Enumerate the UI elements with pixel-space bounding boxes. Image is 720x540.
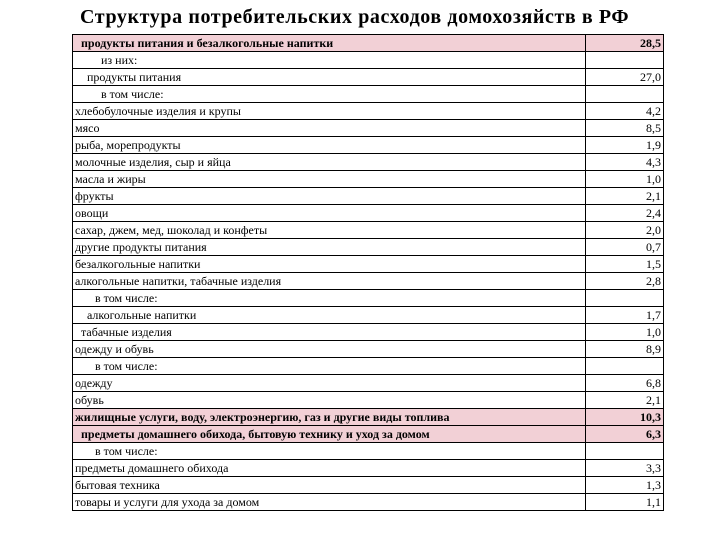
row-label: жилищные услуги, воду, электроэнергию, газ и другие виды топлива [73,409,586,426]
row-label: в том числе: [73,290,586,307]
table-row [73,171,664,188]
row-value: 27,0 [586,69,664,86]
row-value: 3,3 [586,460,664,477]
row-label: в том числе: [73,86,586,103]
row-value [586,358,664,375]
row-value [586,443,664,460]
row-value: 6,8 [586,375,664,392]
table-row [73,239,664,256]
row-value [586,290,664,307]
row-value: 4,3 [586,154,664,171]
table-row [73,324,664,341]
table-row [73,52,664,69]
table-row [73,460,664,477]
table-row [73,86,664,103]
row-value: 28,5 [586,35,664,52]
row-value: 2,8 [586,273,664,290]
row-label: одежду [73,375,586,392]
table-row [73,307,664,324]
row-label: предметы домашнего обихода [73,460,586,477]
row-label: алкогольные напитки, табачные изделия [73,273,586,290]
row-label: безалкогольные напитки [73,256,586,273]
row-label: овощи [73,205,586,222]
row-label: в том числе: [73,443,586,460]
table-row [73,154,664,171]
table-row [73,35,664,52]
row-label: мясо [73,120,586,137]
table-row [73,358,664,375]
table-row [73,256,664,273]
table-row [73,477,664,494]
row-value: 10,3 [586,409,664,426]
row-label: хлебобулочные изделия и крупы [73,103,586,120]
row-label: из них: [73,52,586,69]
row-label: предметы домашнего обихода, бытовую технику и уход за домом [73,426,586,443]
row-label: товары и услуги для ухода за домом [73,494,586,511]
page-title: Структура потребительских расходов домохозяйств в РФ [80,6,630,28]
row-value: 1,7 [586,307,664,324]
row-label: рыба, морепродукты [73,137,586,154]
row-value: 2,0 [586,222,664,239]
row-label: алкогольные напитки [73,307,586,324]
table-body [73,35,664,511]
table-row [73,273,664,290]
row-value: 8,9 [586,341,664,358]
row-value: 1,0 [586,171,664,188]
row-value: 2,1 [586,188,664,205]
row-label: продукты питания [73,69,586,86]
table-row [73,392,664,409]
row-value: 6,3 [586,426,664,443]
table-row [73,188,664,205]
table-row [73,290,664,307]
table-row [73,120,664,137]
row-value: 2,4 [586,205,664,222]
row-value [586,86,664,103]
expenditure-table [72,34,664,511]
table-row [73,137,664,154]
row-value: 4,2 [586,103,664,120]
table-row [73,205,664,222]
row-label: продукты питания и безалкогольные напитки [73,35,586,52]
row-label: бытовая техника [73,477,586,494]
row-value: 8,5 [586,120,664,137]
row-value: 1,5 [586,256,664,273]
table-row [73,409,664,426]
row-value: 1,3 [586,477,664,494]
row-value [586,52,664,69]
row-label: табачные изделия [73,324,586,341]
row-label: другие продукты питания [73,239,586,256]
row-value: 1,1 [586,494,664,511]
row-label: в том числе: [73,358,586,375]
row-value: 0,7 [586,239,664,256]
table-row [73,103,664,120]
row-label: обувь [73,392,586,409]
table-row [73,494,664,511]
row-value: 1,0 [586,324,664,341]
row-label: сахар, джем, мед, шоколад и конфеты [73,222,586,239]
table-row [73,443,664,460]
row-label: одежду и обувь [73,341,586,358]
row-value: 2,1 [586,392,664,409]
table-row [73,341,664,358]
row-label: фрукты [73,188,586,205]
row-value: 1,9 [586,137,664,154]
table-row [73,222,664,239]
table-row [73,426,664,443]
table-row [73,375,664,392]
row-label: масла и жиры [73,171,586,188]
row-label: молочные изделия, сыр и яйца [73,154,586,171]
table-row [73,69,664,86]
